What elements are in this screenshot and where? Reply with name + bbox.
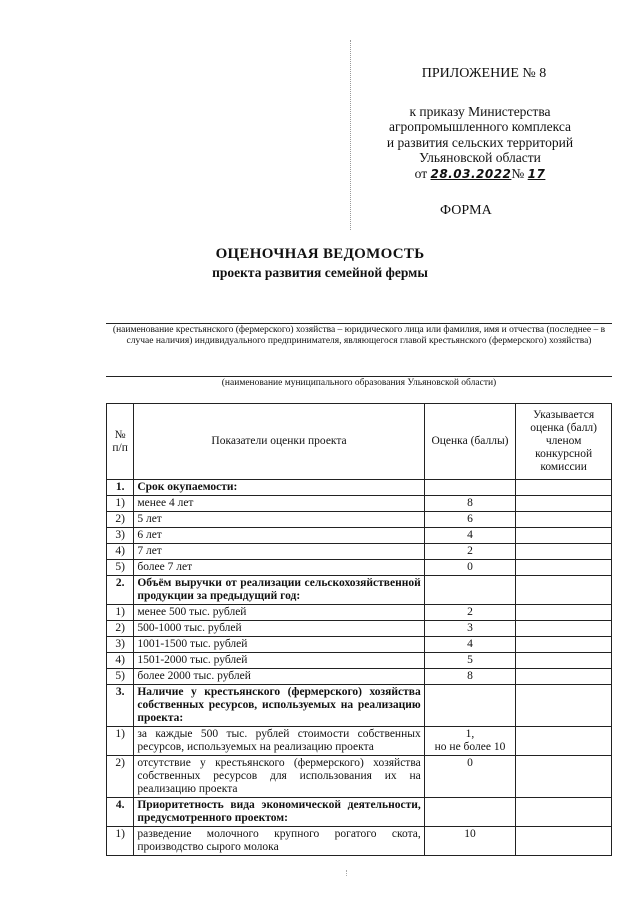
municipality-caption: (наименование муниципального образования Ульяновской области)	[221, 378, 497, 388]
table-section-row	[107, 576, 612, 605]
row-member-score	[516, 528, 612, 544]
row-indicator: Срок окупаемости:	[134, 480, 424, 496]
row-score	[424, 480, 516, 496]
table-row	[107, 827, 612, 856]
row-number: 2)	[107, 756, 134, 798]
order-line: агропромышленного комплекса	[389, 119, 571, 134]
row-indicator: 1001-1500 тыс. рублей	[134, 637, 424, 653]
row-indicator: 7 лет	[134, 544, 424, 560]
table-row	[107, 669, 612, 685]
row-indicator: Наличие у крестьянского (фермерского) хозяйства собственных ресурсов, используемых на реализацию проекта:	[134, 685, 424, 727]
row-indicator: отсутствие у крестьянского (фермерского) хозяйства собственных ресурсов для использования их на реализацию проекта	[134, 756, 424, 798]
date-prefix: от	[414, 165, 428, 181]
farm-name-fill-line	[106, 323, 612, 324]
row-member-score	[516, 605, 612, 621]
row-number: 1.	[107, 480, 134, 496]
row-score: 3	[424, 621, 516, 637]
header-member-score: Указывается оценка (балл) членом конкурсной комиссии	[516, 404, 612, 480]
row-member-score	[516, 480, 612, 496]
row-score: 0	[424, 756, 516, 798]
title-sub: проекта развития семейной фермы	[212, 265, 428, 280]
page-mark	[346, 870, 351, 876]
row-member-score	[516, 544, 612, 560]
table-row	[107, 528, 612, 544]
farm-name-caption: (наименование крестьянского (фермерского) хозяйства – юридического лица или фамилия, имя и отчества (последнее – в случае наличия) индивидуального предпринимателя, являющегося главой крестьянского (фермерского) хозяйства)	[112, 325, 606, 346]
row-score: 2	[424, 544, 516, 560]
row-number: 5)	[107, 560, 134, 576]
row-indicator: менее 4 лет	[134, 496, 424, 512]
row-indicator: более 7 лет	[134, 560, 424, 576]
number-prefix: №	[511, 165, 525, 181]
table-body	[107, 480, 612, 856]
title-main: ОЦЕНОЧНАЯ ВЕДОМОСТЬ	[215, 246, 425, 262]
row-score	[424, 685, 516, 727]
handwritten-date: 28.03.2022	[430, 166, 512, 181]
table-section-row	[107, 685, 612, 727]
row-member-score	[516, 560, 612, 576]
row-score	[424, 798, 516, 827]
table-row	[107, 727, 612, 756]
row-indicator: 500-1000 тыс. рублей	[134, 621, 424, 637]
appendix-header	[330, 66, 630, 182]
row-member-score	[516, 621, 612, 637]
row-number: 3)	[107, 637, 134, 653]
row-score: 8	[424, 496, 516, 512]
row-indicator: 1501-2000 тыс. рублей	[134, 653, 424, 669]
row-indicator: за каждые 500 тыс. рублей стоимости собственных ресурсов, используемых на реализацию проекта	[134, 727, 424, 756]
table-row	[107, 544, 612, 560]
table-row	[107, 496, 612, 512]
row-score: 4	[424, 637, 516, 653]
row-score: 1, но не более 10	[424, 727, 516, 756]
table-row	[107, 512, 612, 528]
row-member-score	[516, 685, 612, 727]
table-row	[107, 560, 612, 576]
row-indicator: 6 лет	[134, 528, 424, 544]
row-member-score	[516, 756, 612, 798]
row-number: 3.	[107, 685, 134, 727]
row-indicator: менее 500 тыс. рублей	[134, 605, 424, 621]
row-score: 4	[424, 528, 516, 544]
row-score: 5	[424, 653, 516, 669]
row-member-score	[516, 669, 612, 685]
table-row	[107, 637, 612, 653]
row-number: 2.	[107, 576, 134, 605]
table-row	[107, 756, 612, 798]
header-indicator: Показатели оценки проекта	[134, 404, 424, 480]
row-member-score	[516, 496, 612, 512]
row-number: 2)	[107, 512, 134, 528]
row-score: 10	[424, 827, 516, 856]
row-number: 3)	[107, 528, 134, 544]
row-score	[424, 576, 516, 605]
row-number: 5)	[107, 669, 134, 685]
row-number: 1)	[107, 727, 134, 756]
row-number: 4)	[107, 653, 134, 669]
row-indicator: более 2000 тыс. рублей	[134, 669, 424, 685]
row-score: 2	[424, 605, 516, 621]
row-number: 1)	[107, 827, 134, 856]
row-number: 1)	[107, 605, 134, 621]
row-indicator: разведение молочного крупного рогатого скота, производство сырого молока	[134, 827, 424, 856]
handwritten-number: 17	[527, 166, 546, 181]
order-date-line	[330, 166, 630, 183]
row-number: 4)	[107, 544, 134, 560]
row-score: 0	[424, 560, 516, 576]
table-header-row	[107, 404, 612, 480]
table-section-row	[107, 480, 612, 496]
order-line: к приказу Министерства	[409, 103, 551, 119]
row-member-score	[516, 512, 612, 528]
appendix-number: ПРИЛОЖЕНИЕ № 8	[421, 66, 547, 81]
row-member-score	[516, 798, 612, 827]
document-title	[0, 246, 640, 281]
table-row	[107, 605, 612, 621]
form-label: ФОРМА	[440, 203, 492, 218]
evaluation-table	[106, 403, 612, 856]
table-section-row	[107, 798, 612, 827]
municipality-fill-line	[106, 376, 612, 377]
header-num: № п/п	[107, 404, 134, 480]
row-member-score	[516, 637, 612, 653]
row-number: 1)	[107, 496, 134, 512]
order-line: Ульяновской области	[419, 150, 541, 165]
row-indicator: Приоритетность вида экономической деятельности, предусмотренного проектом:	[134, 798, 424, 827]
row-score: 8	[424, 669, 516, 685]
table-row	[107, 621, 612, 637]
row-score: 6	[424, 512, 516, 528]
row-indicator: 5 лет	[134, 512, 424, 528]
order-line: и развития сельских территорий	[386, 134, 574, 150]
row-indicator: Объём выручки от реализации сельскохозяйственной продукции за предыдущий год:	[134, 576, 424, 605]
table-row	[107, 653, 612, 669]
row-number: 2)	[107, 621, 134, 637]
row-number: 4.	[107, 798, 134, 827]
row-member-score	[516, 727, 612, 756]
row-member-score	[516, 653, 612, 669]
row-member-score	[516, 576, 612, 605]
header-score: Оценка (баллы)	[424, 404, 516, 480]
row-member-score	[516, 827, 612, 856]
